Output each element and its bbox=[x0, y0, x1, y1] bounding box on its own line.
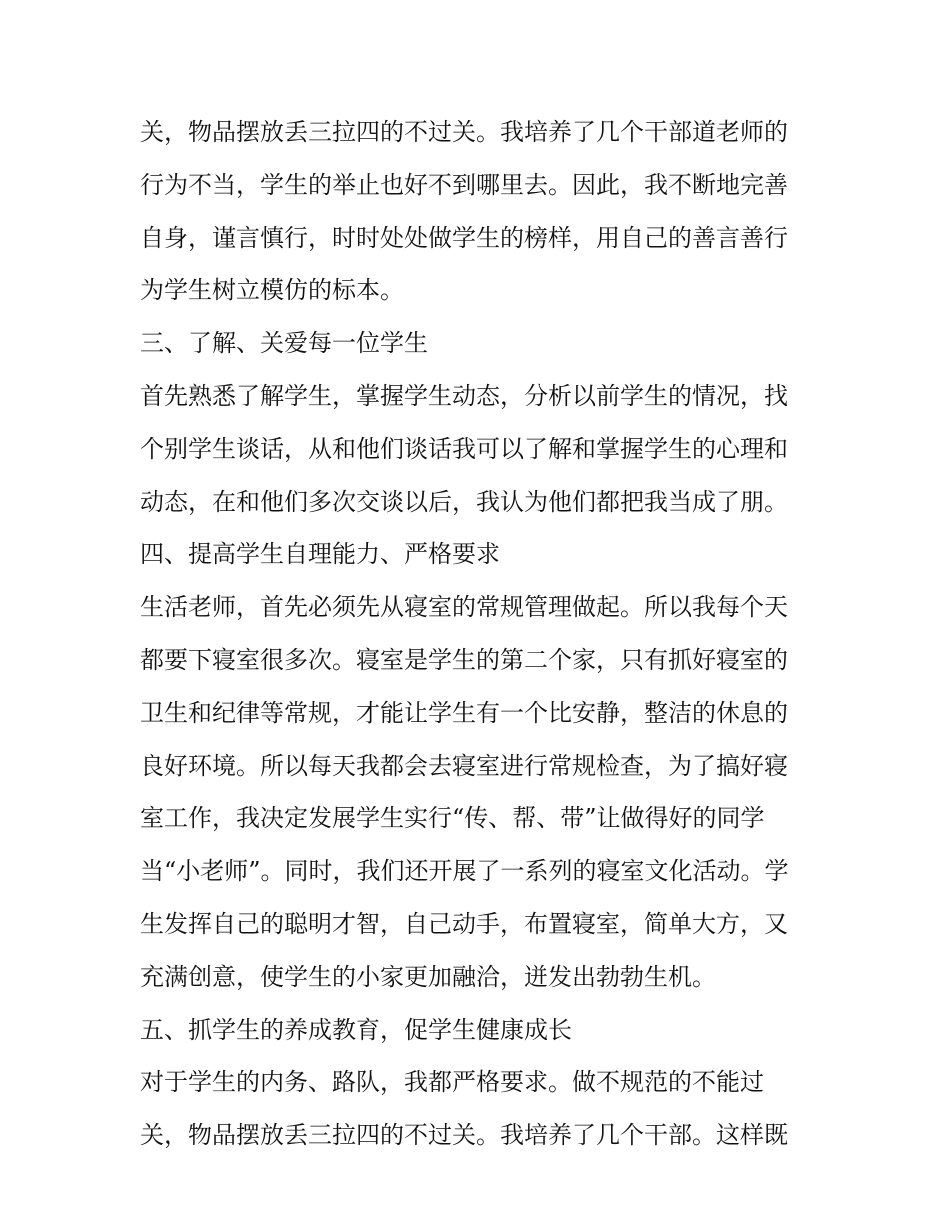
document-body bbox=[140, 106, 820, 1162]
text-line: 都要下寝室很多次。寝室是学生的第二个家，只有抓好寝室的 bbox=[140, 645, 788, 674]
section-heading: 四、提高学生自理能力、严格要求 bbox=[140, 540, 500, 569]
text-line: 关，物品摆放丢三拉四的不过关。我培养了几个干部。这样既 bbox=[140, 1121, 788, 1150]
text-line: 室工作，我决定发展学生实行“传、帮、带”让做得好的同学 bbox=[140, 804, 765, 833]
text-line: 关，物品摆放丢三拉四的不过关。我培养了几个干部道老师的 bbox=[140, 118, 788, 146]
text-line: 充满创意，使学生的小家更加融洽，迸发出勃勃生机。 bbox=[140, 962, 716, 991]
text-line: 对于学生的内务、路队，我都严格要求。做不规范的不能过 bbox=[140, 1068, 764, 1097]
text-line: 生发挥自己的聪明才智，自己动手，布置寝室，简单大方，又 bbox=[140, 909, 788, 938]
section-heading: 三、了解、关爱每一位学生 bbox=[140, 329, 428, 358]
text-line: 动态，在和他们多次交谈以后，我认为他们都把我当成了朋。 bbox=[140, 487, 788, 516]
text-line: 自身，谨言慎行，时时处处做学生的榜样，用自己的善言善行 bbox=[140, 223, 788, 252]
text-line: 个别学生谈话，从和他们谈话我可以了解和掌握学生的心理和 bbox=[140, 434, 788, 463]
text-line: 为学生树立模仿的标本。 bbox=[140, 276, 404, 305]
section-heading: 五、抓学生的养成教育，促学生健康成长 bbox=[140, 1015, 572, 1044]
text-line: 卫生和纪律等常规，才能让学生有一个比安静，整洁的休息的 bbox=[140, 698, 788, 727]
text-line: 生活老师，首先必须先从寝室的常规管理做起。所以我每个天 bbox=[140, 593, 788, 622]
text-line: 行为不当，学生的举止也好不到哪里去。因此，我不断地完善 bbox=[140, 170, 788, 199]
text-line: 当“小老师”。同时，我们还开展了一系列的寝室文化活动。学 bbox=[140, 857, 789, 886]
text-line: 良好环境。所以每天我都会去寝室进行常规检查，为了搞好寝 bbox=[140, 751, 788, 780]
text-line: 首先熟悉了解学生，掌握学生动态，分析以前学生的情况，找 bbox=[140, 381, 788, 410]
